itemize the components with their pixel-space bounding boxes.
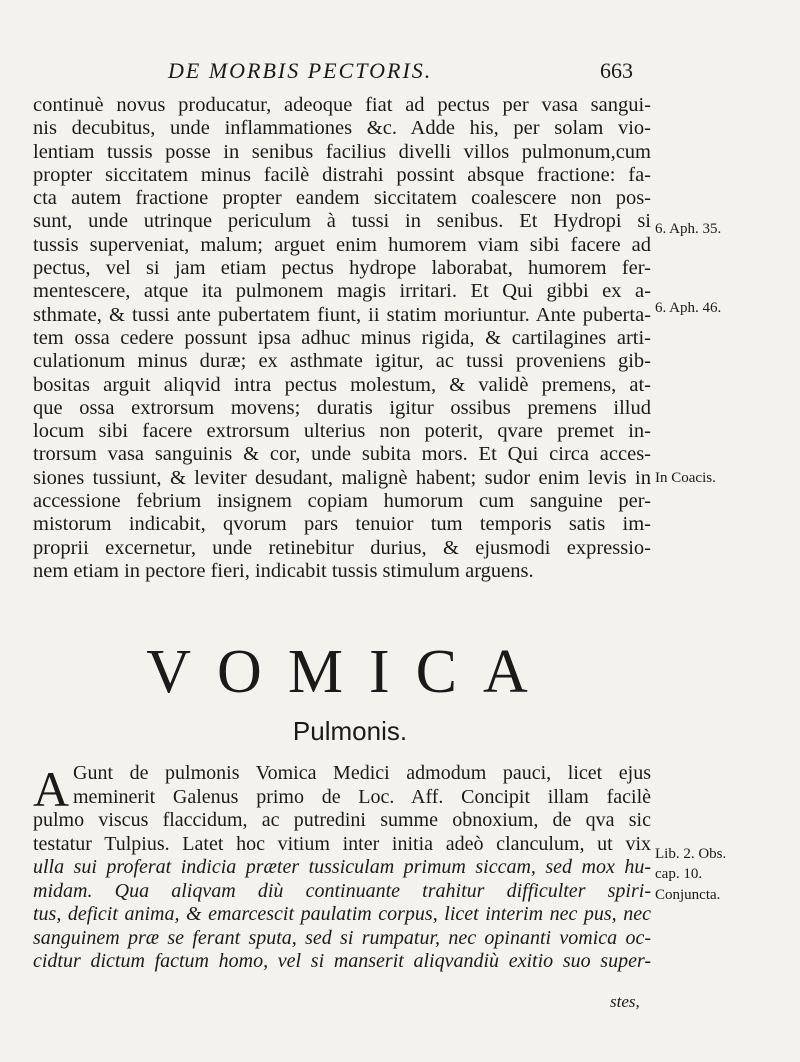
running-head: DE MORBIS PECTORIS. bbox=[168, 58, 433, 83]
text-line: accessione febrium insignem copiam humorum cum sanguine per- bbox=[33, 490, 651, 513]
text-line: pulmo viscus flaccidum, ac putredini summe obnoxium, de qva sic bbox=[33, 809, 651, 831]
text-line: bositas arguit aliqvid intra pectus molestum, & validè premens, at- bbox=[33, 373, 651, 396]
text-line: mistorum indicabit, qvorum pars tenuior tum temporis satis im- bbox=[33, 513, 651, 536]
margin-note: cap. 10. bbox=[655, 866, 703, 882]
text-line: ulla sui proferat indicia præter tussiculam primum siccam, sed mox hu- bbox=[33, 856, 651, 878]
text-line: mentescere, atque ita pulmonem magis irritari. Et Qui gibbi ex a- bbox=[33, 280, 651, 303]
text-line: meminerit Galenus primo de Loc. Aff. Concipit illam facilè bbox=[73, 785, 651, 808]
margin-note: Conjuncta. bbox=[655, 887, 721, 903]
margin-note: 6. Aph. 35. bbox=[655, 221, 722, 237]
page-number: 663 bbox=[600, 58, 633, 83]
text-line: tus, deficit anima, & emarcescit paulatim corpus, licet interim nec pus, nec bbox=[33, 903, 651, 925]
margin-note: Lib. 2. Obs. bbox=[655, 846, 727, 862]
text-line: sthmate, & tussi ante pubertatem fiunt, ii statim moriuntur. Ante puberta- bbox=[33, 303, 651, 326]
margin-note: In Coacis. bbox=[655, 470, 716, 486]
text-line: sanguinem præ se ferant sputa, sed si rumpatur, nec opinanti vomica oc- bbox=[33, 926, 651, 949]
text-line: que ossa extrorsum movens; duratis igitur ossibus premens illud bbox=[33, 396, 651, 419]
text-line: midam. Qua aliqvam diù continuante trahitur difficulter spiri- bbox=[33, 879, 651, 902]
text-line: lentiam tussis posse in senibus facilius divelli villos pulmonum,cum bbox=[33, 140, 651, 163]
text-line: Gunt de pulmonis Vomica Medici admodum pauci, licet ejus bbox=[73, 762, 651, 784]
text-line: culationum minus duræ; ex asthmate igitur, ac tussi proveniens gib- bbox=[33, 350, 651, 373]
text-line: proprii excernetur, unde retinebitur durius, & ejusmodi expressio- bbox=[33, 536, 651, 559]
text-line: propter siccitatem minus facilè distrahi possint absque fractione: fa- bbox=[33, 163, 651, 186]
text-line: nem etiam in pectore fieri, indicabit tussis stimulum arguens. bbox=[33, 559, 534, 582]
text-line: testatur Tulpius. Latet hoc vitium inter initia adeò clanculum, ut vix bbox=[33, 832, 651, 855]
text-line: siones tussiunt, & leviter desudant, malignè habent; sudor enim levis in bbox=[33, 466, 651, 489]
drop-cap: A bbox=[33, 761, 70, 817]
text-line: locum sibi facere extrorsum ulterius non poterit, qvare premet in- bbox=[33, 420, 651, 443]
catchword: stes, bbox=[610, 992, 640, 1011]
text-line: cidtur dictum factum homo, vel si manserit aliqvandiù exitio suo super- bbox=[33, 950, 651, 972]
text-line: tem ossa cedere possunt ipsa adhuc minus rigida, & cartilagines arti- bbox=[33, 326, 651, 349]
text-line: sunt, unde utrinque periculum à tussi in senibus. Et Hydropi si bbox=[33, 210, 651, 233]
text-line: pectus, vel si jam etiam pectus hydrope laborabat, humorem fer- bbox=[33, 257, 651, 280]
text-line: trorsum vasa sanguinis & cor, unde subita mors. Et Qui circa acces- bbox=[33, 443, 651, 466]
section-subtitle: Pulmonis. bbox=[292, 716, 408, 746]
section-title: VOMICA bbox=[146, 638, 554, 706]
paragraph-2 bbox=[33, 762, 651, 974]
text-line: continuè novus producatur, adeoque fiat ad pectus per vasa sangui- bbox=[33, 94, 651, 116]
margin-note: 6. Aph. 46. bbox=[655, 300, 722, 316]
text-line: nis decubitus, unde inflammationes &c. Adde his, per solam vio- bbox=[33, 117, 651, 140]
text-line: tussis superveniat, malum; arguet enim humorem viam sibi facere ad bbox=[33, 233, 651, 256]
text-line: cta autem fractione propter eandem siccitatem coalescere non pos- bbox=[33, 187, 651, 210]
paragraph-1 bbox=[33, 94, 651, 583]
